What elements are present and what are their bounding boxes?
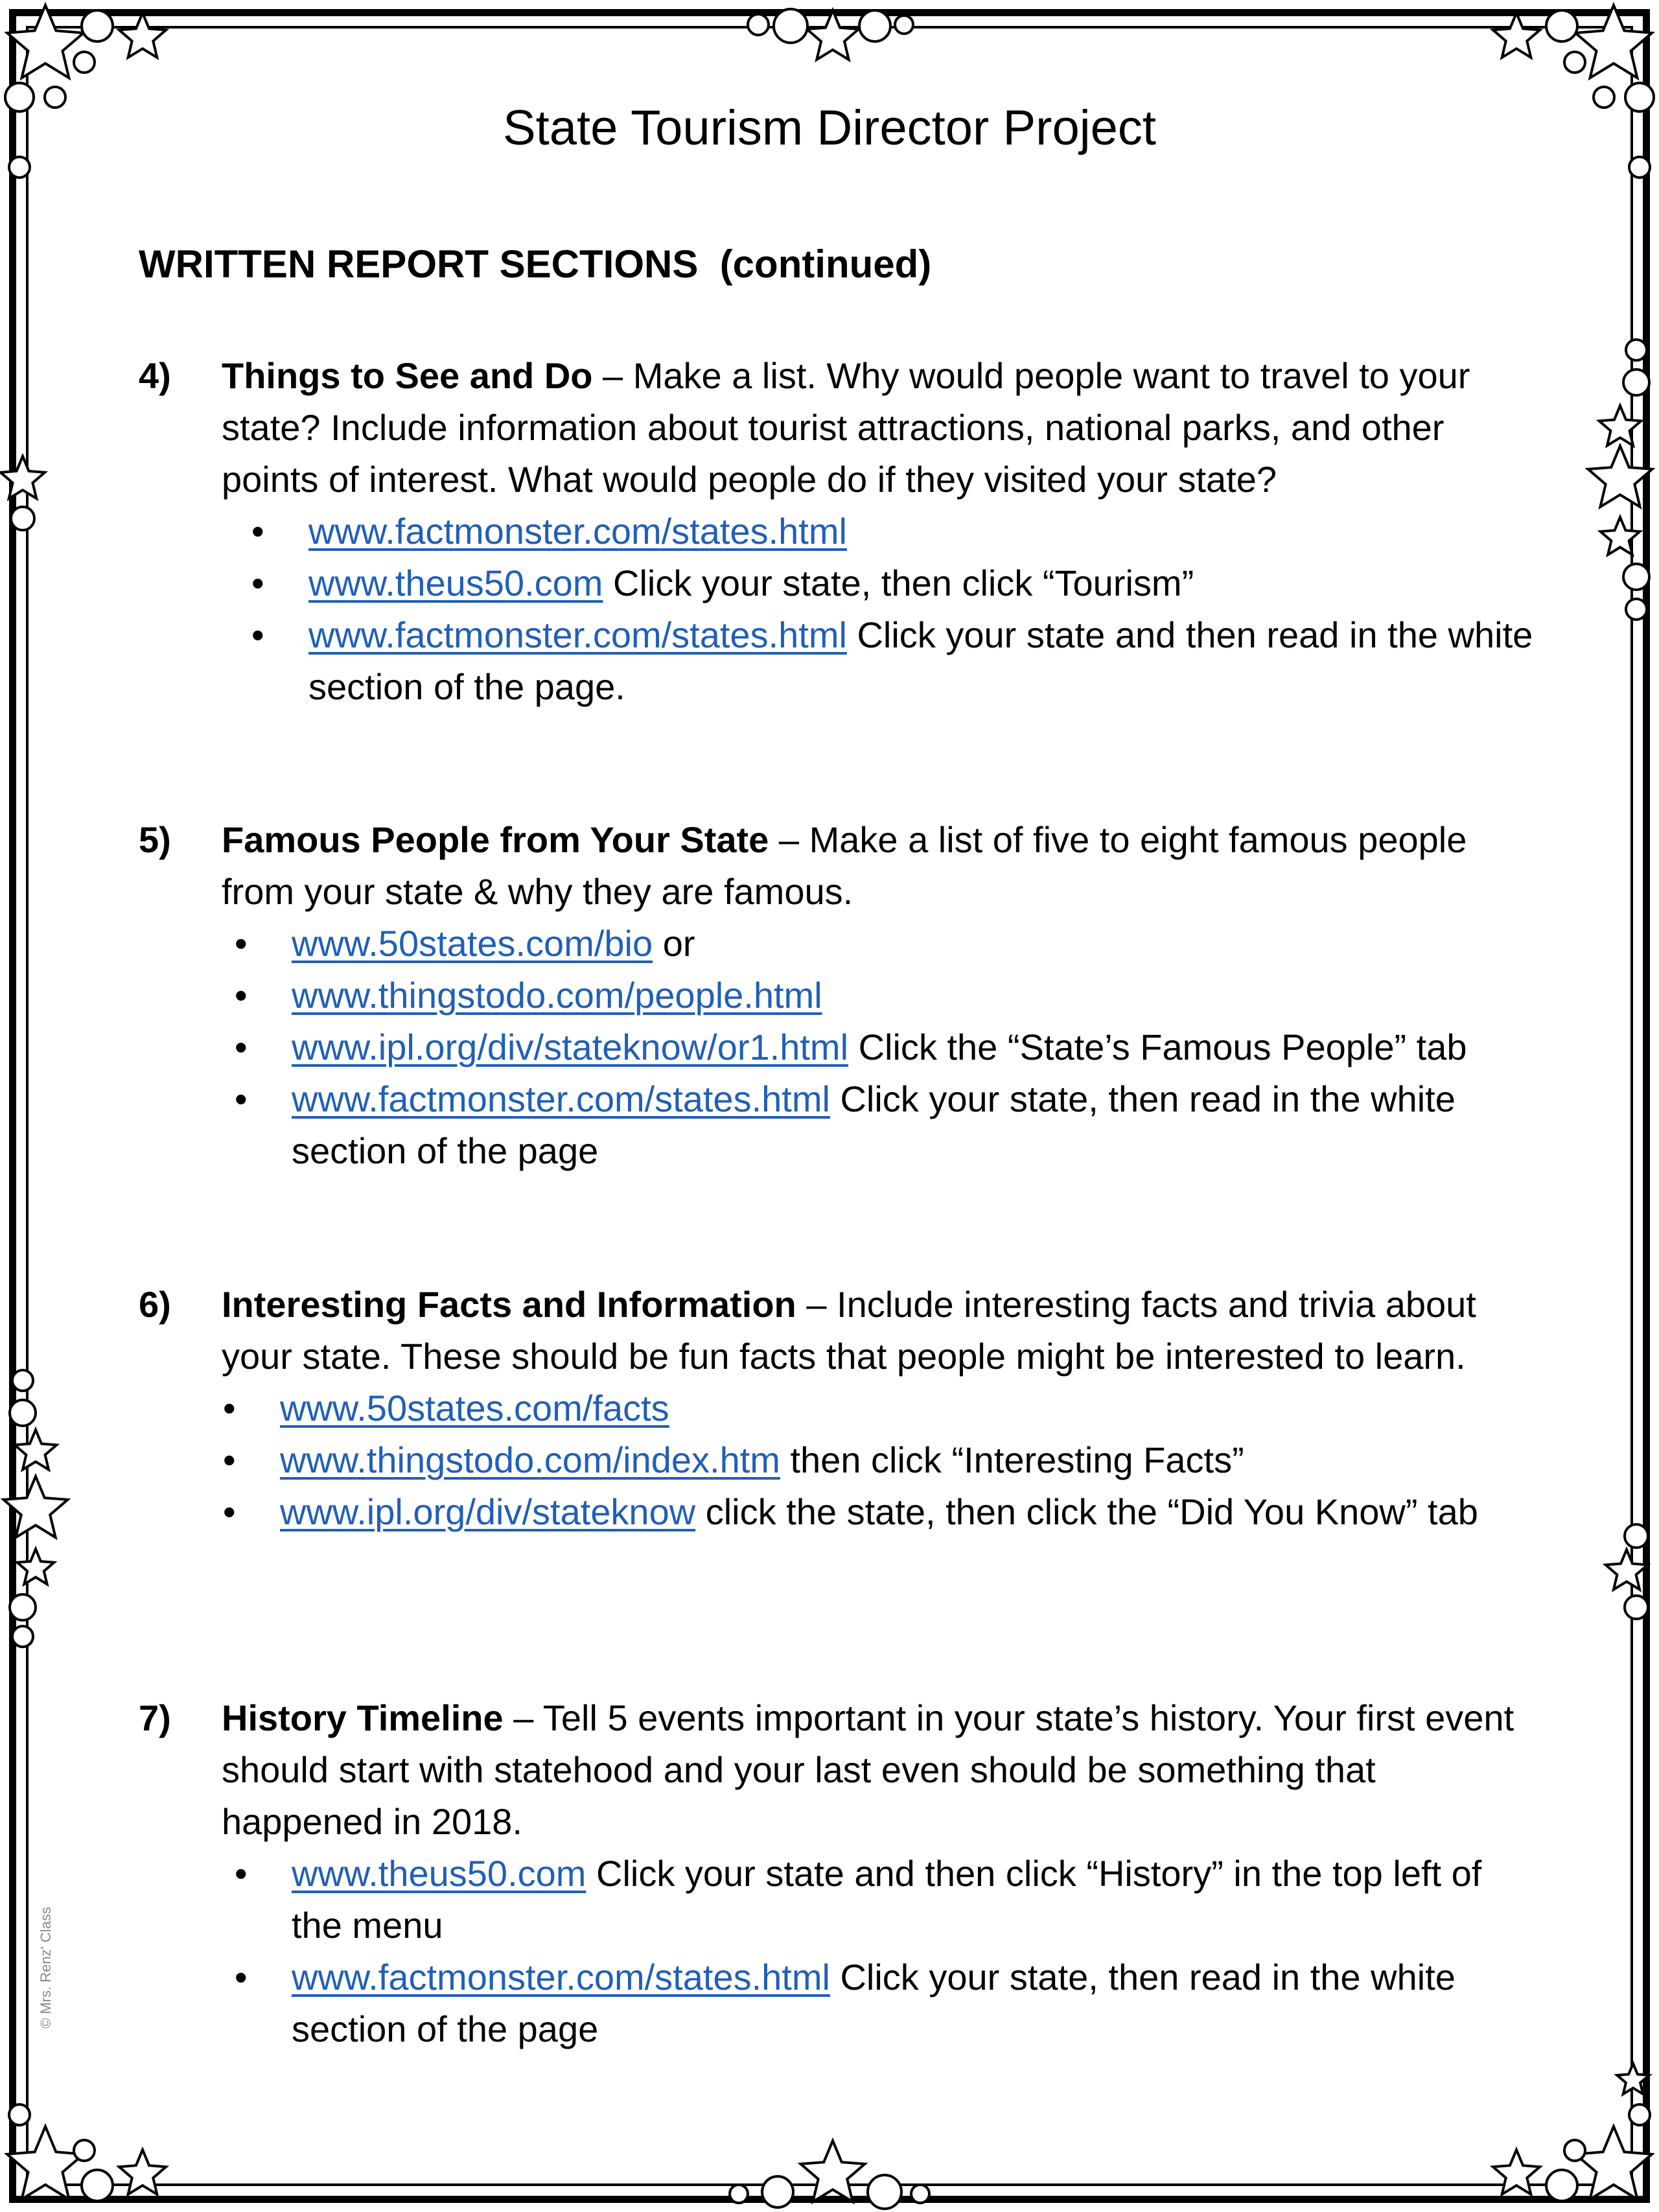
link-note: Click your state, then read in the white section of the page (292, 1957, 1456, 2049)
section-text: – Include interesting facts and trivia about your state. These should be fun facts that people might be interested to learn. (222, 1284, 1476, 1377)
section-description (222, 1692, 1538, 1848)
section-heading: WRITTEN REPORT SECTIONS (continued) (139, 242, 932, 286)
section-famous-people (139, 814, 1538, 1177)
section-term: Interesting Facts and Information (222, 1284, 796, 1325)
link-note: Click your state, then read in the white section of the page (292, 1078, 1456, 1171)
copyright-note: © Mrs. Renz' Class (38, 1907, 54, 2029)
section-number: 6) (139, 1284, 171, 1325)
resource-link[interactable]: www.ipl.org/div/stateknow (280, 1491, 696, 1532)
list-item (222, 609, 1538, 713)
resource-link[interactable]: www.thingstodo.com/index.htm (280, 1439, 780, 1480)
section-description (222, 350, 1538, 506)
list-item (205, 970, 1538, 1021)
resource-link[interactable]: www.theus50.com (292, 1853, 586, 1894)
link-note: Click your state and then read in the white section of the page. (308, 614, 1533, 707)
list-item (205, 1021, 1538, 1073)
bullet-icon: • (223, 1439, 236, 1480)
resource-list (205, 1848, 1538, 2055)
resource-link[interactable]: www.theus50.com (308, 563, 603, 603)
section-things-to-see (139, 350, 1538, 713)
bullet-icon: • (235, 1957, 248, 1997)
list-item (193, 1382, 1538, 1434)
bullet-icon: • (235, 1078, 248, 1119)
section-number: 7) (139, 1697, 171, 1738)
bullet-icon: • (235, 975, 248, 1016)
list-item (222, 557, 1538, 609)
section-interesting-facts (139, 1279, 1538, 1538)
resource-link[interactable]: www.50states.com/bio (292, 923, 653, 964)
bullet-icon: • (235, 1853, 248, 1894)
list-item (193, 1486, 1538, 1538)
resource-link[interactable]: www.50states.com/facts (280, 1388, 669, 1428)
bullet-icon: • (251, 563, 264, 603)
resource-list (205, 918, 1538, 1177)
bullet-icon: • (251, 614, 264, 655)
link-note: click the state, then click the “Did You Know” tab (695, 1491, 1478, 1532)
list-item (205, 1951, 1538, 2055)
section-description (222, 814, 1538, 918)
list-item (205, 918, 1538, 970)
section-term: Famous People from Your State (222, 819, 769, 860)
bullet-icon: • (235, 1027, 248, 1067)
resource-link[interactable]: www.thingstodo.com/people.html (292, 975, 822, 1016)
section-term: History Timeline (222, 1697, 504, 1738)
link-note: Click your state, then click “Tourism” (603, 563, 1194, 603)
link-note: or (653, 923, 695, 964)
resource-list (193, 1382, 1538, 1538)
link-note: then click “Interesting Facts” (780, 1439, 1244, 1480)
list-item (222, 506, 1538, 557)
section-description (222, 1279, 1538, 1382)
section-text: – Tell 5 events important in your state’s history. Your first event should start with statehood and your last even should be something that happened in 2018. (222, 1697, 1514, 1842)
resource-link[interactable]: www.ipl.org/div/stateknow/or1.html (292, 1027, 849, 1067)
link-note: Click your state and then click “History” in the top left of the menu (292, 1853, 1482, 1946)
bullet-icon: • (235, 923, 248, 964)
bullet-icon: • (223, 1388, 236, 1428)
section-number: 4) (139, 355, 171, 396)
page-title: State Tourism Director Project (502, 100, 1157, 156)
list-item (193, 1434, 1538, 1486)
section-term: Things to See and Do (222, 355, 593, 396)
section-history-timeline (139, 1692, 1538, 2055)
section-text: – Make a list. Why would people want to travel to your state? Include information about tourist attractions, national parks, and other points of interest. What would people do if they visited your state? (222, 355, 1470, 500)
section-text: – Make a list of five to eight famous people from your state & why they are famous. (222, 819, 1467, 912)
section-number: 5) (139, 819, 171, 860)
resource-link[interactable]: www.factmonster.com/states.html (308, 511, 847, 552)
list-item (205, 1848, 1538, 1951)
resource-list (222, 506, 1538, 713)
bullet-icon: • (223, 1491, 236, 1532)
resource-link[interactable]: www.factmonster.com/states.html (308, 614, 847, 655)
bullet-icon: • (251, 511, 264, 552)
list-item (205, 1073, 1538, 1177)
resource-link[interactable]: www.factmonster.com/states.html (292, 1078, 830, 1119)
link-note: Click the “State’s Famous People” tab (848, 1027, 1467, 1067)
resource-link[interactable]: www.factmonster.com/states.html (292, 1957, 830, 1997)
